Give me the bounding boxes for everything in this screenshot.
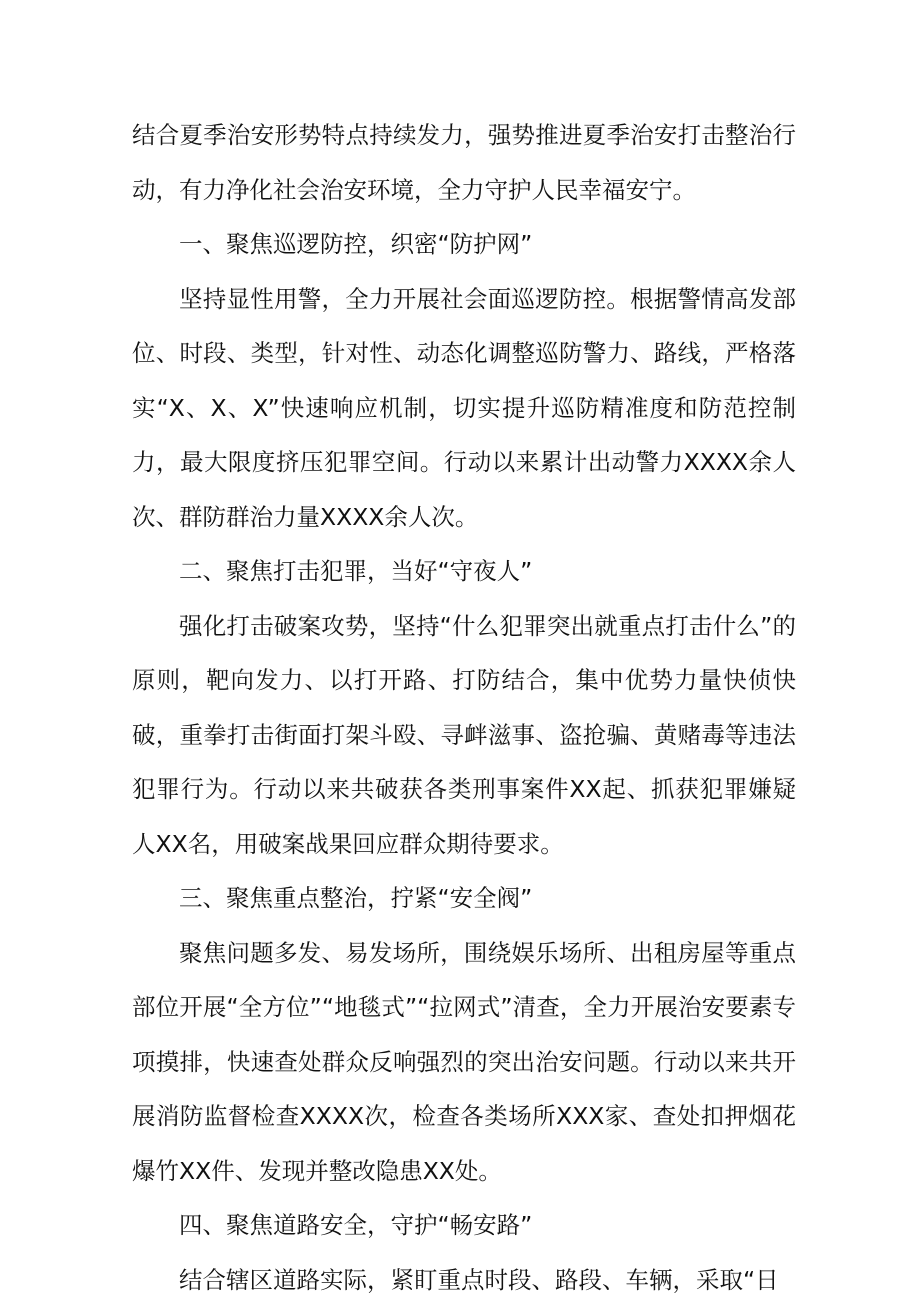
document-body	[132, 108, 796, 1307]
section-body-crime: 强化打击破案攻势，坚持“什么犯罪突出就重点打击什么”的原则，靶向发力、以打开路、打防结合，集中优势力量快侦快破，重拳打击街面打架斗殴、寻衅滋事、盗抢骗、黄赌毒等违法犯罪行为。行动以来共破获各类刑事案件XX起、抓获犯罪嫌疑人XX名，用破案战果回应群众期待要求。	[132, 599, 796, 872]
section-heading-patrol: 一、聚焦巡逻防控，织密“防护网”	[132, 217, 796, 272]
section-body-patrol: 坚持显性用警，全力开展社会面巡逻防控。根据警情高发部位、时段、类型，针对性、动态化调整巡防警力、路线，严格落实“X、X、X”快速响应机制，切实提升巡防精准度和防范控制力，最大限度挤压犯罪空间。行动以来累计出动警力XXXX余人次、群防群治力量XXXX余人次。	[132, 272, 796, 545]
section-body-rectification: 聚焦问题多发、易发场所，围绕娱乐场所、出租房屋等重点部位开展“全方位”“地毯式”“拉网式”清查，全力开展治安要素专项摸排，快速查处群众反响强烈的突出治安问题。行动以来共开展消防监督检查XXXX次，检查各类场所XXX家、查处扣押烟花爆竹XX件、发现并整改隐患XX处。	[132, 926, 796, 1199]
section-body-road-safety: 结合辖区道路实际，紧盯重点时段、路段、车辆，采取“日	[132, 1253, 796, 1307]
section-heading-crime: 二、聚焦打击犯罪，当好“守夜人”	[132, 544, 796, 599]
intro-continuation-paragraph: 结合夏季治安形势特点持续发力，强势推进夏季治安打击整治行动，有力净化社会治安环境，全力守护人民幸福安宁。	[132, 108, 796, 217]
section-heading-road-safety: 四、聚焦道路安全，守护“畅安路”	[132, 1198, 796, 1253]
section-heading-rectification: 三、聚焦重点整治，拧紧“安全阀”	[132, 871, 796, 926]
